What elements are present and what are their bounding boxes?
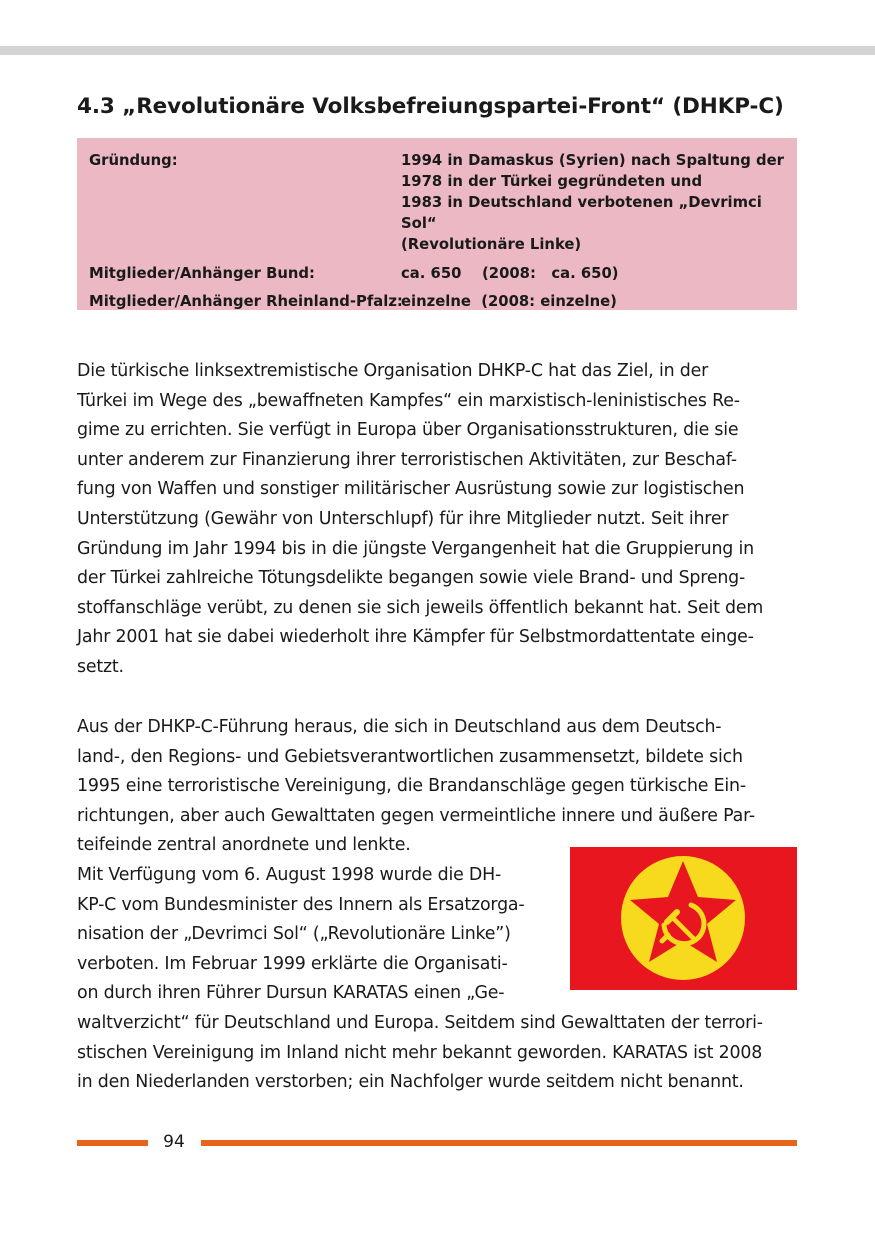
text-line: on durch ihren Führer Dursun KARATAS einen „Ge- xyxy=(77,983,505,1004)
flag-emblem-icon xyxy=(570,847,797,990)
text-line: Jahr 2001 hat sie dabei wiederholt ihre Kämpfer für Selbstmordattentate einge- xyxy=(77,627,754,648)
infobox-row-members-state xyxy=(89,291,797,312)
infobox-value-line: 1994 in Damaskus (Syrien) nach Spaltung der xyxy=(401,152,784,169)
text-line: stoffanschläge verübt, zu denen sie sich jeweils öffentlich bekannt hat. Seit dem xyxy=(77,597,764,618)
text-line: Mit Verfügung vom 6. August 1998 wurde die DH- xyxy=(77,864,502,885)
infobox-row-members-federal xyxy=(89,263,797,284)
text-line: Gründung im Jahr 1994 bis in die jüngste Vergangenheit hat die Gruppierung in xyxy=(77,538,754,559)
top-rule xyxy=(0,46,875,55)
infobox-label: Gründung: xyxy=(89,152,178,169)
footer-rule-right xyxy=(201,1140,797,1146)
text-line: Die türkische linksextremistische Organisation DHKP-C hat das Ziel, in der xyxy=(77,361,709,381)
text-line: Aus der DHKP-C-Führung heraus, die sich in Deutschland aus dem Deutsch- xyxy=(77,717,722,737)
infobox-value: ca. 650 (2008: ca. 650) xyxy=(401,265,619,282)
infobox-label: Mitglieder/Anhänger Rheinland-Pfalz: xyxy=(89,293,403,310)
text-line: unter anderem zur Finanzierung ihrer terroristischen Aktivitäten, zur Beschaf- xyxy=(77,449,737,470)
text-line: gime zu errichten. Sie verfügt in Europa über Organisationsstrukturen, die sie xyxy=(77,420,739,441)
footer-rule-left xyxy=(77,1140,148,1146)
text-line: setzt. xyxy=(77,656,124,677)
text-line: Unterstützung (Gewähr von Unterschlupf) für ihre Mitglieder nutzt. Seit ihrer xyxy=(77,508,729,529)
text-line: 1995 eine terroristische Vereinigung, die Brandanschläge gegen türkische Ein- xyxy=(77,776,746,797)
text-line: in den Niederlanden verstorben; ein Nachfolger wurde seitdem nicht benannt. xyxy=(77,1072,744,1093)
infobox-row-founding xyxy=(89,150,797,255)
text-line: verboten. Im Februar 1999 erklärte die Organisati- xyxy=(77,953,508,974)
dhkp-c-flag-image xyxy=(570,847,797,990)
text-line: der Türkei zahlreiche Tötungsdelikte begangen sowie viele Brand- und Spreng- xyxy=(77,568,746,589)
text-line: teifeinde zentral anordnete und lenkte. xyxy=(77,835,411,856)
text-line: stischen Vereinigung im Inland nicht mehr bekannt geworden. KARATAS ist 2008 xyxy=(77,1042,763,1063)
paragraph-1 xyxy=(77,357,763,683)
text-line: KP-C vom Bundesminister des Innern als Ersatzorga- xyxy=(77,894,525,915)
infobox-value xyxy=(401,150,796,255)
text-line: land-, den Regions- und Gebietsverantwortlichen zusammensetzt, bildete sich xyxy=(77,746,743,767)
text-line: Türkei im Wege des „bewaffneten Kampfes“ ein marxistisch-leninistisches Re- xyxy=(77,390,740,411)
infobox-label: Mitglieder/Anhänger Bund: xyxy=(89,265,315,282)
text-line: richtungen, aber auch Gewalttaten gegen vermeintliche innere und äußere Par- xyxy=(77,805,755,826)
text-line: waltverzicht“ für Deutschland und Europa. Seitdem sind Gewalttaten der terrori- xyxy=(77,1012,763,1033)
infobox-value-line: 1978 in der Türkei gegründeten und xyxy=(401,173,703,190)
infobox-value: einzelne (2008: einzelne) xyxy=(401,293,617,310)
infobox-value-line: (Revolutionäre Linke) xyxy=(401,236,582,253)
text-line: fung von Waffen und sonstiger militärischer Ausrüstung sowie zur logistischen xyxy=(77,479,745,500)
organization-infobox xyxy=(77,138,797,310)
page-number: 94 xyxy=(163,1132,185,1152)
section-heading: 4.3 „Revolutionäre Volksbefreiungspartei-Front“ (DHKP-C) xyxy=(77,94,784,119)
infobox-value-line: 1983 in Deutschland verbotenen „Devrimci Sol“ xyxy=(401,194,762,232)
text-line: nisation der „Devrimci Sol“ („Revolutionäre Linke”) xyxy=(77,924,511,945)
